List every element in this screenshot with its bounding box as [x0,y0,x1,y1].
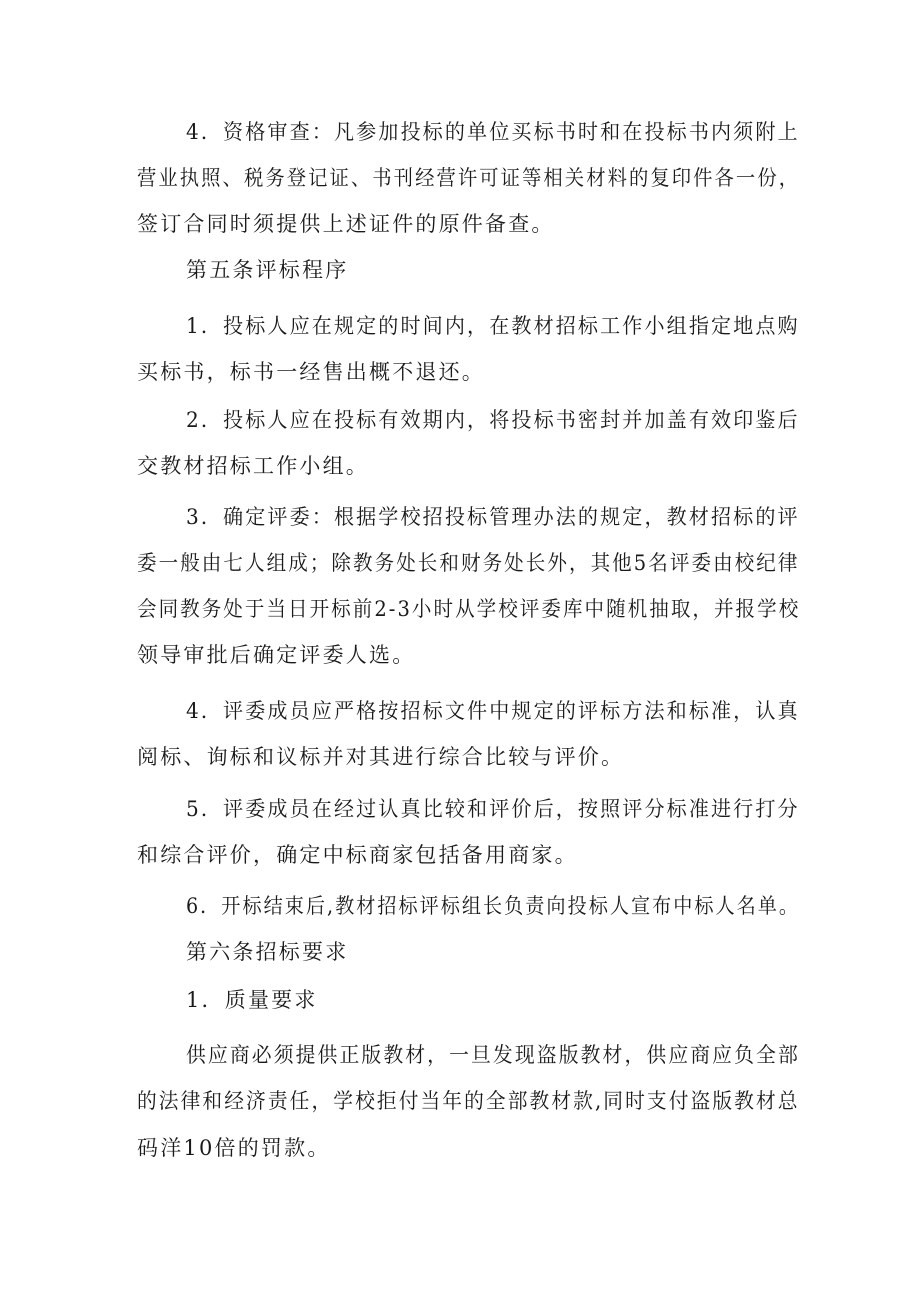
item-3-line-2: 委一般由七人组成；除教务处长和财务处长外，其他5名评委由校纪律 [137,551,800,575]
item-2-line-1: 2．投标人应在投标有效期内，将投标书密封并加盖有效印鉴后 [186,408,800,432]
section-heading-article-5: 第五条评标程序 [186,258,349,282]
item-4-line-2: 阅标、询标和议标并对其进行综合比较与评价。 [137,745,625,769]
item-5-line-1: 5．评委成员在经过认真比较和评价后，按照评分标准进行打分 [186,797,800,821]
para-4-qualification-line-3: 签订合同时须提供上述证件的原件备查。 [137,212,555,236]
item-2-line-2: 交教材招标工作小组。 [137,454,369,478]
item-5-line-2: 和综合评价，确定中标商家包括备用商家。 [137,843,578,867]
quality-para-line-1: 供应商必须提供正版教材，一旦发现盗版教材，供应商应负全部 [186,1043,800,1067]
section-heading-article-6: 第六条招标要求 [186,940,349,964]
item-1-line-2: 买标书，标书一经售出概不退还。 [137,360,485,384]
para-4-qualification-line-2: 营业执照、税务登记证、书刊经营许可证等相关材料的复印件各一份， [137,166,801,190]
quality-para-line-3: 码洋10倍的罚款。 [137,1136,331,1160]
item-4-line-1: 4．评委成员应严格按招标文件中规定的评标方法和标准，认真 [186,699,800,723]
item-3-line-1: 3．确定评委：根据学校招投标管理办法的规定，教材招标的评 [186,505,800,529]
subsection-quality-requirement: 1．质量要求 [186,988,318,1012]
quality-para-line-2: 的法律和经济责任，学校拒付当年的全部教材款,同时支付盗版教材总 [137,1089,800,1113]
item-1-line-1: 1．投标人应在规定的时间内，在教材招标工作小组指定地点购 [186,314,800,338]
item-6-line-1: 6．开标结束后,教材招标评标组长负责向投标人宣布中标人名单。 [186,894,801,918]
item-3-line-4: 领导审批后确定评委人选。 [137,643,416,667]
item-3-line-3: 会同教务处于当日开标前2-3小时从学校评委库中随机抽取，并报学校 [137,597,801,621]
para-4-qualification-line-1: 4．资格审查：凡参加投标的单位买标书时和在投标书内须附上 [186,120,800,144]
